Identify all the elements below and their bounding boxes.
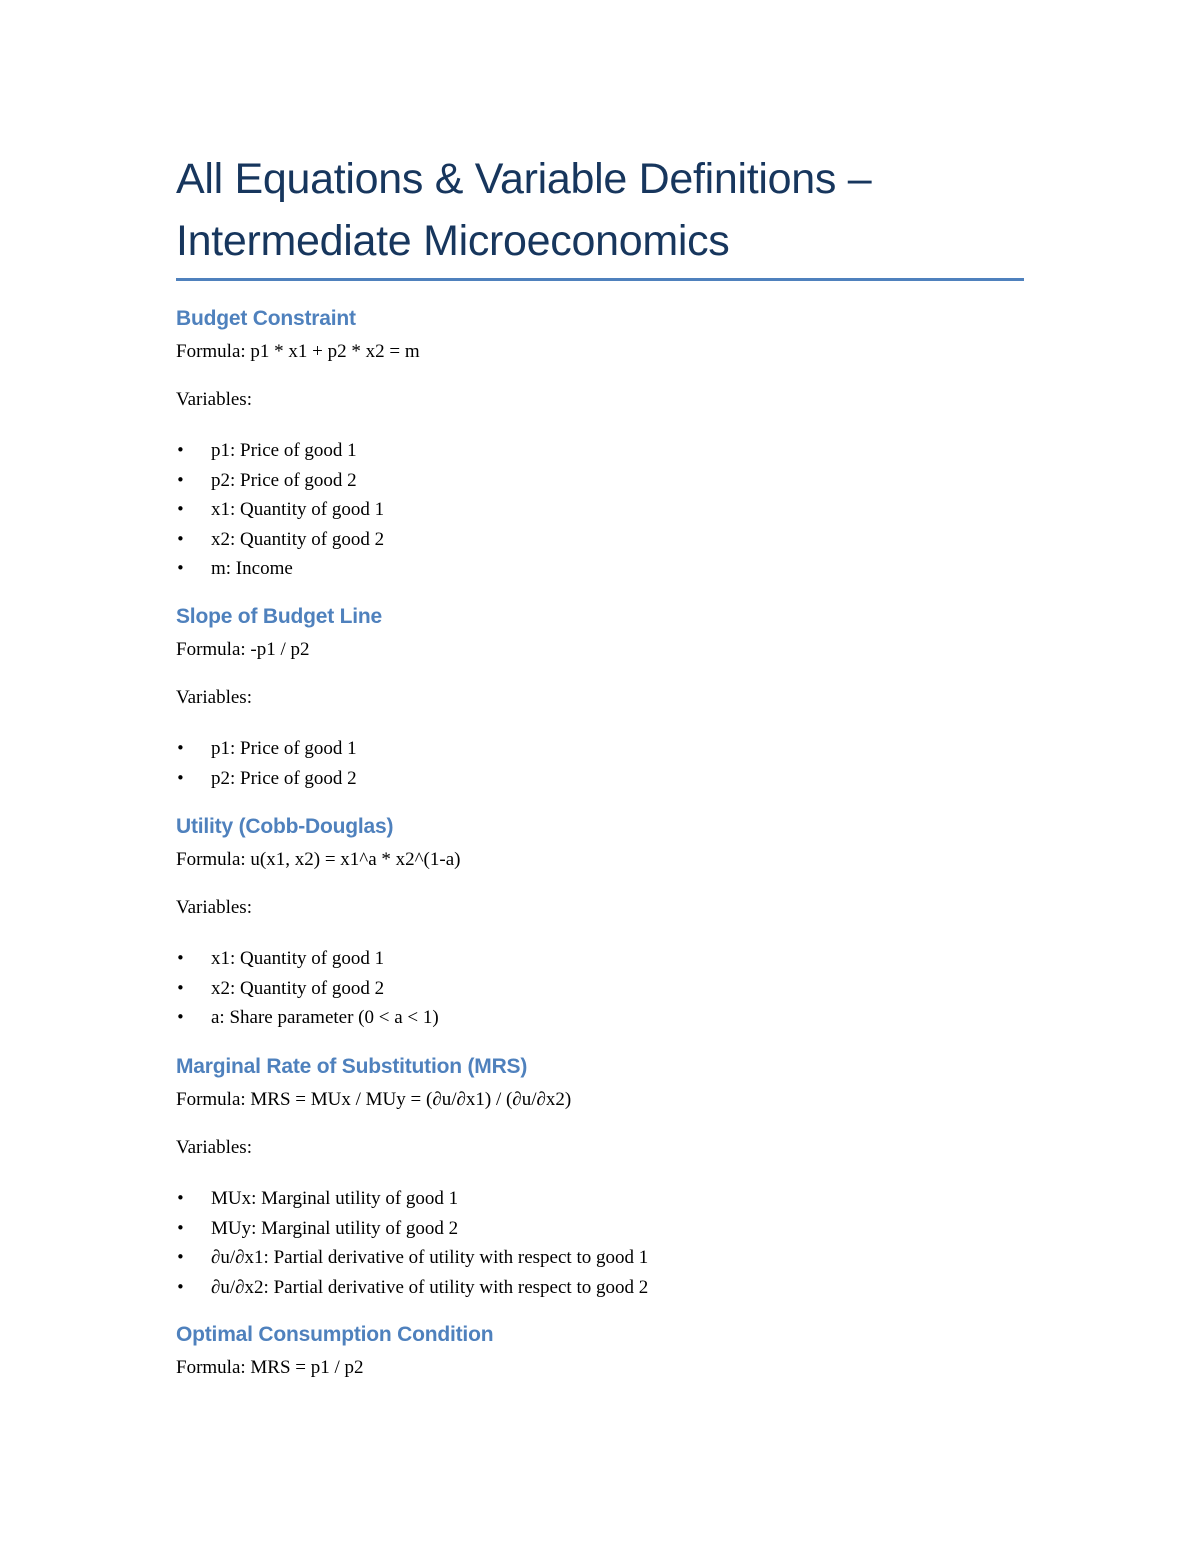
bullet-icon: •	[176, 1189, 185, 1207]
section-budget-constraint	[176, 306, 1024, 608]
title-line-2: Intermediate Microeconomics	[176, 217, 730, 265]
section-marginal-rate-of-substitution	[176, 1054, 1024, 1326]
variable-definition: ∂u/∂x2: Partial derivative of utility with respect to good 2	[211, 1276, 649, 1298]
formula-text: Formula: MRS = p1 / p2	[176, 1357, 364, 1378]
formula-text: Formula: -p1 / p2	[176, 639, 310, 660]
bullet-icon: •	[176, 739, 185, 757]
bullet-icon: •	[176, 978, 185, 997]
list-item	[176, 974, 1024, 1004]
title-line-1: All Equations & Variable Definitions –	[176, 155, 872, 203]
list-item	[176, 436, 1024, 466]
variables-list	[176, 436, 1024, 584]
document-header	[176, 148, 1024, 314]
formula-text: Formula: u(x1, x2) = x1^a * x2^(1-a)	[176, 849, 461, 870]
list-item	[176, 1243, 1024, 1273]
variables-list	[176, 1184, 1024, 1302]
list-item	[176, 525, 1024, 555]
bullet-icon: •	[176, 1218, 185, 1237]
list-item	[176, 944, 1024, 974]
list-item	[176, 1003, 1024, 1033]
list-item	[176, 1184, 1024, 1214]
bullet-icon: •	[176, 470, 185, 489]
section-heading: Optimal Consumption Condition	[176, 1323, 494, 1346]
list-item	[176, 734, 1024, 764]
variable-definition: x2: Quantity of good 2	[211, 977, 385, 999]
variable-definition: MUx: Marginal utility of good 1	[211, 1188, 459, 1209]
bullet-icon: •	[176, 500, 185, 518]
variable-definition: MUy: Marginal utility of good 2	[211, 1217, 459, 1239]
variables-label: Variables:	[176, 389, 252, 410]
variables-label: Variables:	[176, 1137, 252, 1158]
variable-definition: x1: Quantity of good 1	[211, 948, 385, 969]
bullet-icon: •	[176, 1277, 185, 1296]
variable-definition: p1: Price of good 1	[211, 440, 357, 461]
variable-definition: p1: Price of good 1	[211, 738, 357, 759]
list-item	[176, 495, 1024, 525]
variables-label: Variables:	[176, 897, 252, 918]
bullet-icon: •	[176, 949, 185, 967]
formula-text: Formula: MRS = MUx / MUy = (∂u/∂x1) / (∂u/∂x2)	[176, 1089, 572, 1110]
bullet-icon: •	[176, 768, 185, 787]
list-item	[176, 1214, 1024, 1244]
bullet-icon: •	[176, 1248, 185, 1266]
list-item	[176, 764, 1024, 794]
list-item	[176, 466, 1024, 496]
variable-definition: x1: Quantity of good 1	[211, 499, 385, 520]
bullet-icon: •	[176, 441, 185, 459]
document-title	[176, 148, 1024, 272]
variables-list	[176, 944, 1024, 1033]
variable-definition: ∂u/∂x1: Partial derivative of utility with respect to good 1	[211, 1247, 649, 1268]
section-optimal-consumption-condition	[176, 1322, 1024, 1404]
section-heading: Utility (Cobb-Douglas)	[176, 815, 394, 838]
section-utility-cobb-douglas	[176, 814, 1024, 1057]
formula-text: Formula: p1 * x1 + p2 * x2 = m	[176, 341, 420, 362]
variable-definition: x2: Quantity of good 2	[211, 528, 385, 550]
list-item	[176, 554, 1024, 584]
bullet-icon: •	[176, 1008, 185, 1026]
section-heading: Budget Constraint	[176, 307, 356, 330]
variables-label: Variables:	[176, 687, 252, 708]
bullet-icon: •	[176, 529, 185, 548]
title-divider	[176, 278, 1024, 281]
variable-definition: p2: Price of good 2	[211, 767, 357, 789]
variables-list	[176, 734, 1024, 793]
variable-definition: p2: Price of good 2	[211, 469, 357, 491]
section-heading: Marginal Rate of Substitution (MRS)	[176, 1055, 528, 1078]
variable-definition: m: Income	[211, 558, 293, 579]
list-item	[176, 1273, 1024, 1303]
bullet-icon: •	[176, 559, 185, 577]
variable-definition: a: Share parameter (0 < a < 1)	[211, 1007, 439, 1028]
section-heading: Slope of Budget Line	[176, 605, 382, 628]
section-slope-of-budget-line	[176, 604, 1024, 817]
